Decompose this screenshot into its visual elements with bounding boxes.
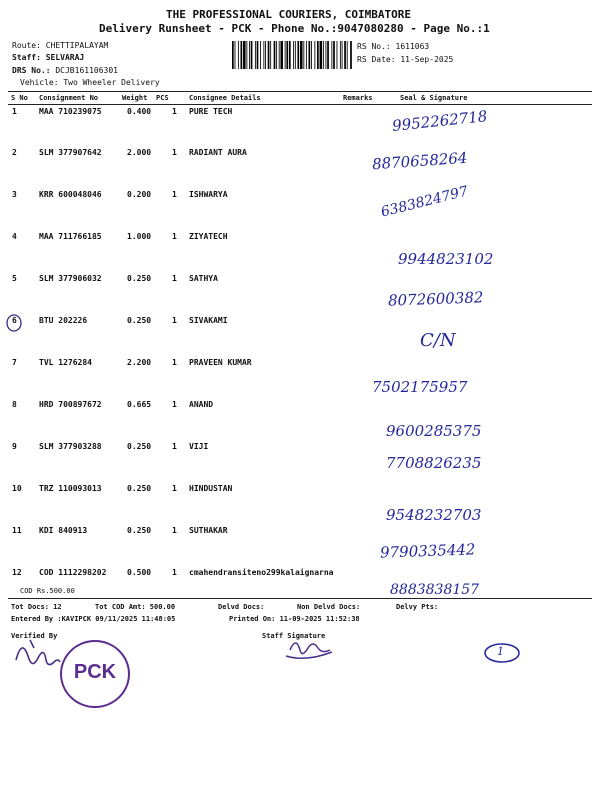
row-handwritten-note: 8072600382 <box>387 288 484 310</box>
printed-on: Printed On: 11-09-2025 11:52:38 <box>229 615 360 623</box>
rs-date: RS Date: 11-Sep-2025 <box>357 55 454 64</box>
tot-cod: Tot COD Amt: 500.00 <box>95 603 176 611</box>
row-handwritten-note: 9944823102 <box>398 250 494 268</box>
row-consignee: PURE TECH <box>189 107 233 116</box>
row-consignment-no: TRZ 110093013 <box>39 484 102 493</box>
col-consignee: Consignee Details <box>189 94 261 102</box>
row-pcs: 1 <box>172 107 177 116</box>
row-consignee: ZIYATECH <box>189 232 228 241</box>
row-consignment-no: MAA 710239075 <box>39 107 102 116</box>
row-consignment-no: SLM 377903288 <box>39 442 102 451</box>
row-consignee: PRAVEEN KUMAR <box>189 358 252 367</box>
row-handwritten-note: 8883838157 <box>390 582 480 598</box>
delvd-docs: Delvd Docs: <box>218 603 265 611</box>
stamp-text: PCK <box>73 661 117 683</box>
row-sno: 5 <box>12 274 17 283</box>
row-pcs: 1 <box>172 232 177 241</box>
row-handwritten-note: 7502175957 <box>372 378 468 396</box>
row-handwritten-note: 8870658264 <box>371 148 468 174</box>
verified-by: Verified By <box>11 632 58 640</box>
row-handwritten-note: 9600285375 <box>386 422 482 440</box>
row-consignee: ANAND <box>189 400 214 409</box>
staff: Staff: SELVARAJ <box>12 53 85 62</box>
row-handwritten-note: 9790335442 <box>379 540 476 562</box>
entered-by: Entered By :KAVIPCK 09/11/2025 11:48:05 <box>11 615 176 623</box>
staff-signature-label: Staff Signature <box>262 632 326 640</box>
row-sno: 4 <box>12 232 17 241</box>
row-consignment-no: HRD 700897672 <box>39 400 102 409</box>
row-sno: 8 <box>12 400 17 409</box>
col-seal: Seal & Signature <box>400 94 468 102</box>
row-6-circle <box>7 315 21 331</box>
row-pcs: 1 <box>172 484 177 493</box>
col-weight: Weight <box>122 94 148 102</box>
row-sno: 10 <box>12 484 22 493</box>
row-weight: 0.665 <box>127 400 152 409</box>
row-weight: 0.250 <box>127 316 152 325</box>
row-consignment-no: SLM 377906032 <box>39 274 102 283</box>
row-consignment-no: BTU 202226 <box>39 316 88 325</box>
row-pcs: 1 <box>172 358 177 367</box>
row-sno: 1 <box>12 107 17 116</box>
row-consignee: SIVAKAMI <box>189 316 228 325</box>
row-weight: 0.250 <box>127 484 152 493</box>
row-weight: 0.250 <box>127 442 152 451</box>
route: Route: CHETTIPALAYAM <box>12 41 109 50</box>
row-consignee: ISHWARYA <box>189 190 228 199</box>
row-weight: 1.000 <box>127 232 152 241</box>
verified-signature <box>16 640 60 665</box>
row-weight: 0.250 <box>127 274 152 283</box>
row-consignee: RADIANT AURA <box>189 148 247 157</box>
row-weight: 0.500 <box>127 568 152 577</box>
row-pcs: 1 <box>172 526 177 535</box>
cod-note: COD Rs.500.00 <box>20 587 75 595</box>
row-consignment-no: KDI 840913 <box>39 526 88 535</box>
col-sno: S No <box>11 94 28 102</box>
row-handwritten-note: 7708826235 <box>386 454 482 472</box>
row-consignee: cmahendransiteno299kalaignarna <box>189 568 334 577</box>
row-handwritten-note: 6383824797 <box>379 183 470 221</box>
row-weight: 0.400 <box>127 107 152 116</box>
row-sno: 2 <box>12 148 17 157</box>
row-weight: 2.200 <box>127 358 152 367</box>
col-consignment: Consignment No <box>39 94 99 102</box>
row-sno: 9 <box>12 442 17 451</box>
row-handwritten-note: 9952262718 <box>391 107 489 135</box>
row-pcs: 1 <box>172 400 177 409</box>
row-consignment-no: SLM 377907642 <box>39 148 102 157</box>
row-pcs: 1 <box>172 274 177 283</box>
row-handwritten-note: 9548232703 <box>386 506 482 524</box>
row-weight: 0.250 <box>127 526 152 535</box>
row-consignment-no: COD 1112298202 <box>39 568 107 577</box>
row-sno: 7 <box>12 358 17 367</box>
row-consignment-no: TVL 1276284 <box>39 358 92 367</box>
rs-number: RS No.: 1611063 <box>357 42 430 51</box>
row-pcs: 1 <box>172 148 177 157</box>
drs-value: DCJB161106301 <box>55 66 118 75</box>
runsheet-subtitle: Delivery Runsheet - PCK - Phone No.:9047080280 - Page No.:1 <box>99 22 490 35</box>
row-consignee: SUTHAKAR <box>189 526 228 535</box>
row-handwritten-note: C/N <box>420 330 456 351</box>
row-sno: 11 <box>12 526 22 535</box>
row-consignee: HINDUSTAN <box>189 484 233 493</box>
row-consignee: VIJI <box>189 442 209 451</box>
vehicle: Vehicle: Two Wheeler Delivery <box>20 78 160 87</box>
row-sno: 12 <box>12 568 22 577</box>
drs-label: DRS No.: <box>12 66 51 75</box>
mark-number: 1 <box>497 645 504 658</box>
row-pcs: 1 <box>172 190 177 199</box>
row-pcs: 1 <box>172 442 177 451</box>
non-delvd-docs: Non Delvd Docs: <box>297 603 361 611</box>
row-consignee: SATHYA <box>189 274 218 283</box>
tot-docs: Tot Docs: 12 <box>11 603 62 611</box>
row-pcs: 1 <box>172 568 177 577</box>
row-weight: 2.000 <box>127 148 152 157</box>
staff-signature-mark <box>286 643 332 658</box>
col-remarks: Remarks <box>343 94 373 102</box>
row-consignment-no: MAA 711766185 <box>39 232 102 241</box>
delvy-pts: Delvy Pts: <box>396 603 439 611</box>
col-pcs: PCS <box>156 94 169 102</box>
row-weight: 0.200 <box>127 190 152 199</box>
company-title: THE PROFESSIONAL COURIERS, COIMBATORE <box>166 8 412 21</box>
row-sno: 3 <box>12 190 17 199</box>
row-sno: 6 <box>12 316 17 325</box>
row-consignment-no: KRR 600048046 <box>39 190 102 199</box>
row-pcs: 1 <box>172 316 177 325</box>
